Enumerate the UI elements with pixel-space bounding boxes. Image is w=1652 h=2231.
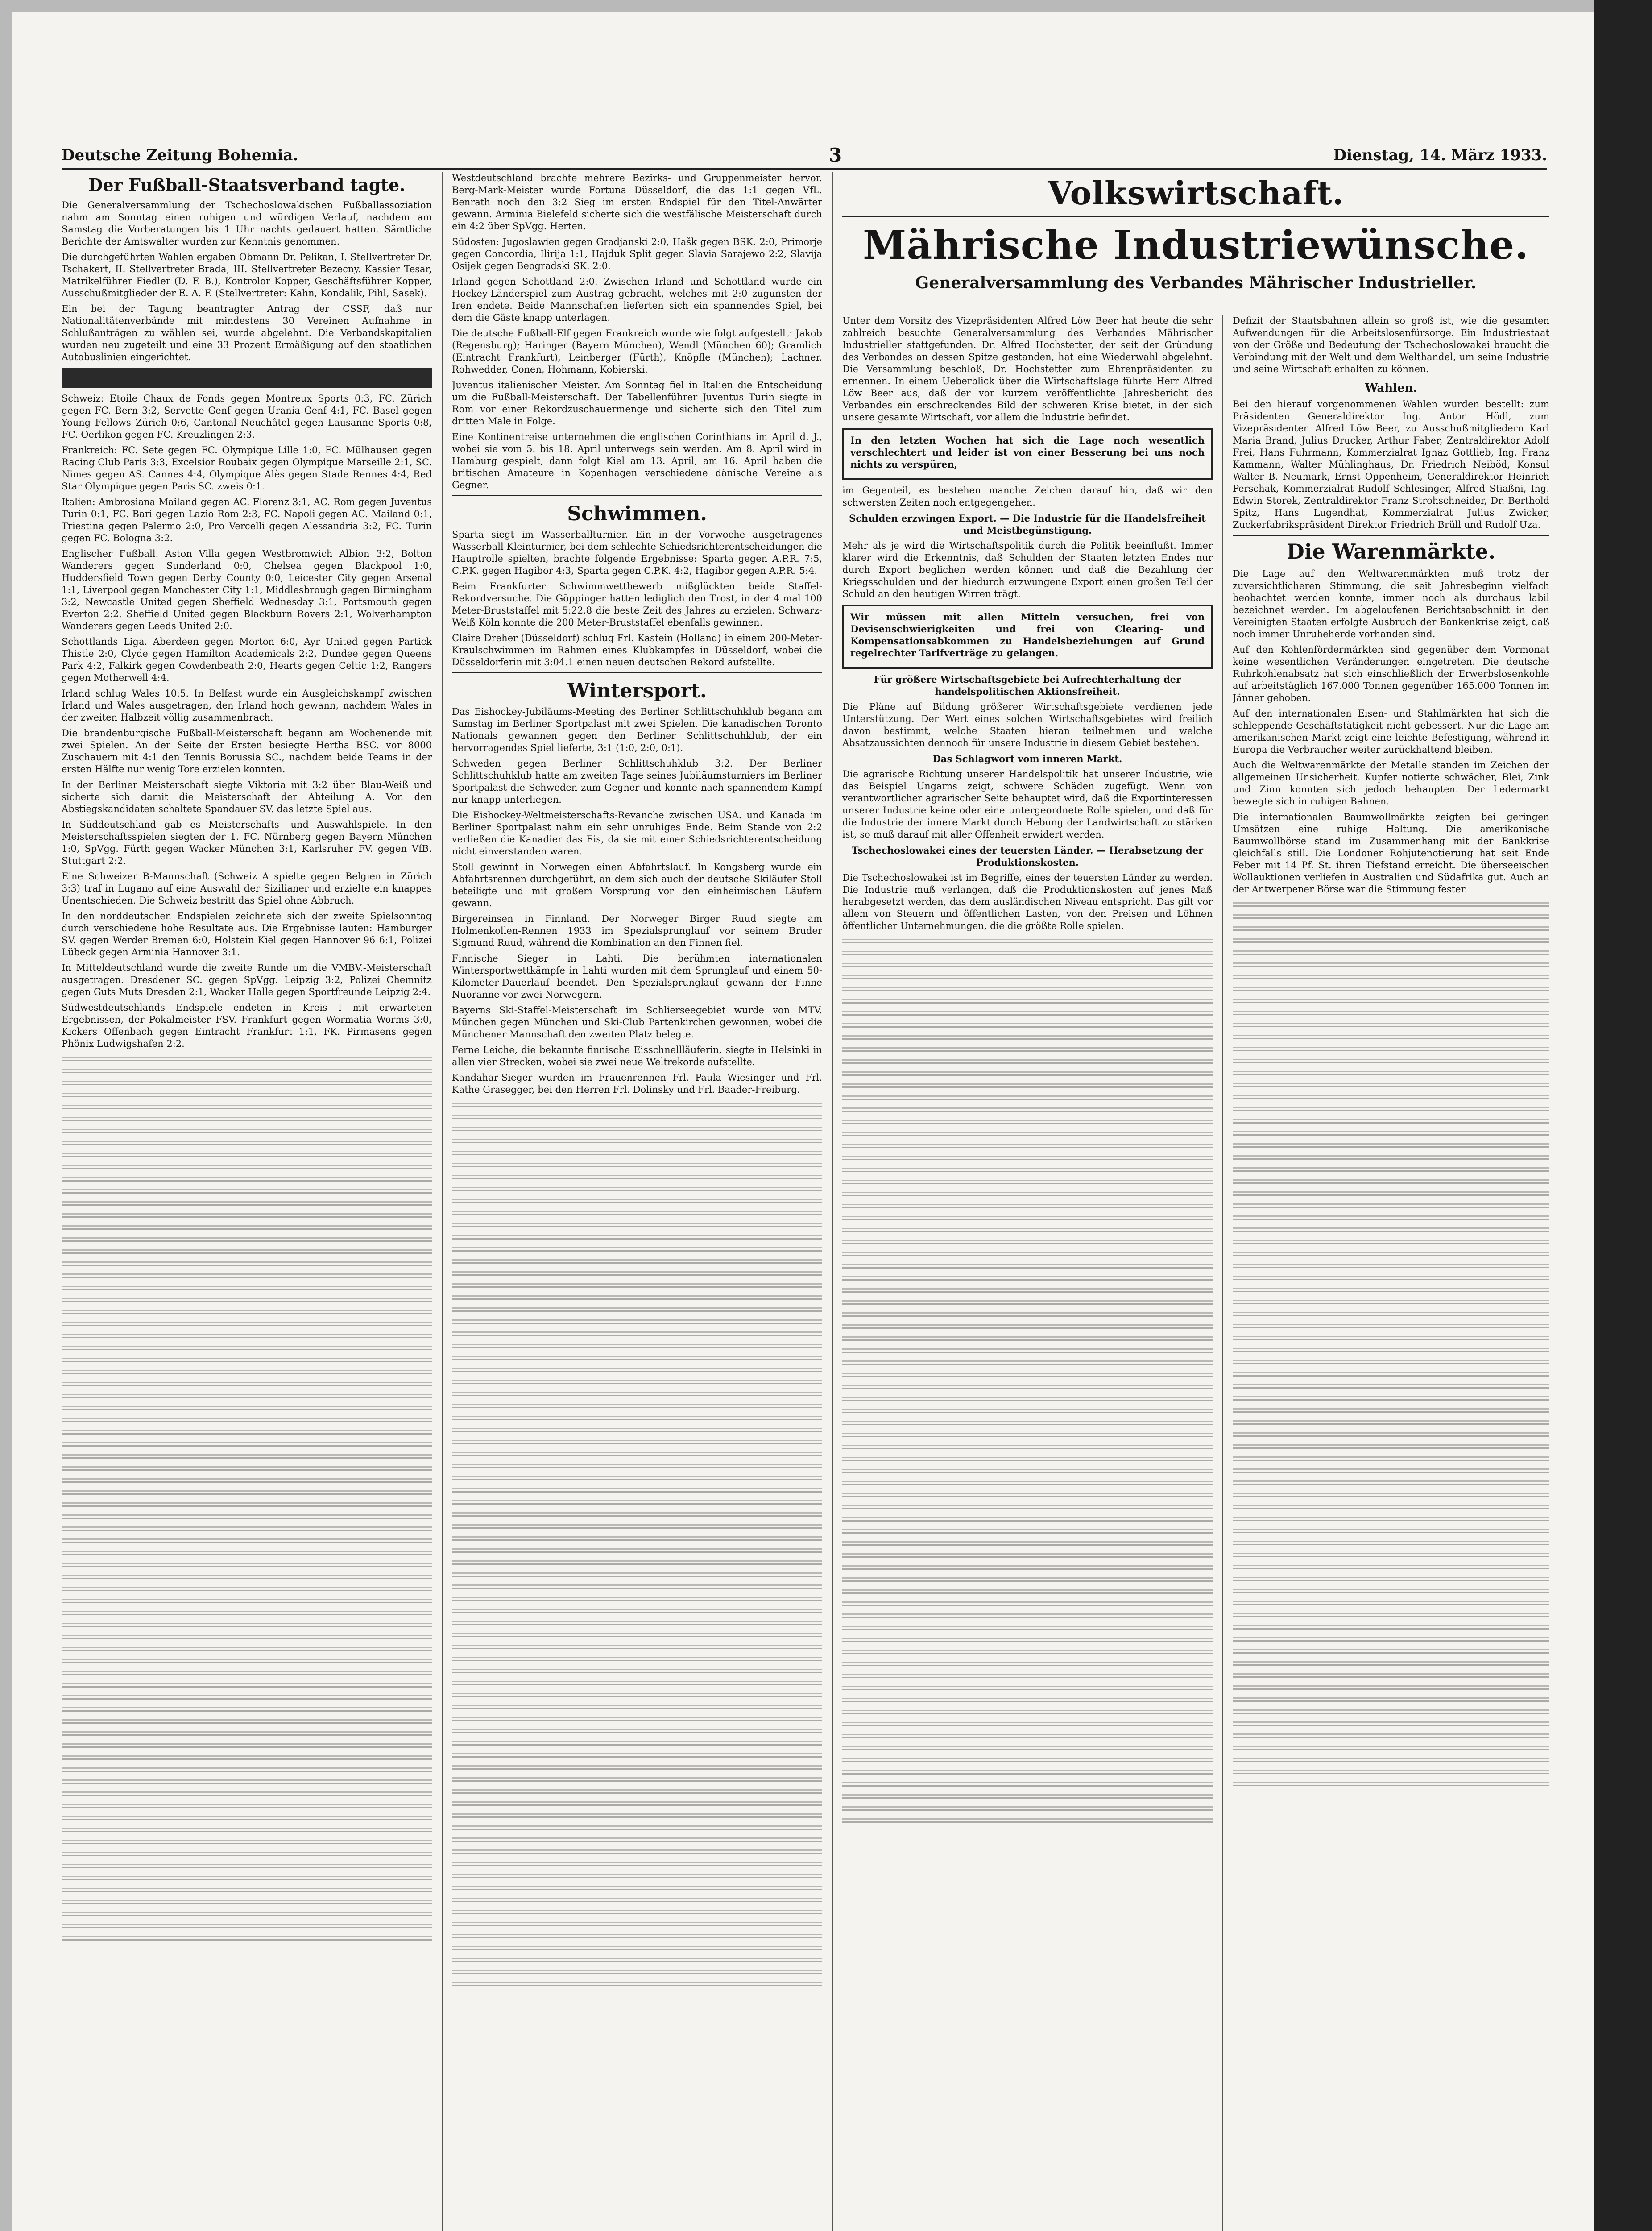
section-heading-swimming: Schwimmen. <box>567 502 707 525</box>
newspaper-name: Deutsche Zeitung Bohemia. <box>62 146 298 164</box>
subheading: Tschechoslowakei eines der teuersten Länder. — Herabsetzung der Produktionskosten. <box>851 845 1204 868</box>
highlight-box <box>842 605 1213 669</box>
subheading-wahlen: Wahlen. <box>1365 382 1417 395</box>
article-paragraph: Das Eishockey-Jubiläums-Meeting des Berliner Schlittschuhklub begann am Samstag im Berliner Sportpalast mit zwei Spielen. Die kanadischen Toronto Nationals gewannen gegen den Berliner Schlittschuhklub, der ein hervorragendes Spiel lieferte, 3:1 (1:0, 2:0, 0:1). <box>452 706 822 753</box>
subheading: Für größere Wirtschaftsgebiete bei Aufrechterhaltung der handelspolitischen Aktionsfreiheit. <box>874 674 1181 697</box>
article-paragraph: Claire Dreher (Düsseldorf) schlug Frl. Kastein (Holland) in einem 200-Meter-Kraulschwimmen im Rahmen eines Klubkampfes in Düsseldorf, wobei die Düsseldorferin mit 3:04.1 einen neuen deutschen Rekord aufstellte. <box>452 633 822 668</box>
section-divider <box>62 368 432 388</box>
text-continuation <box>452 1099 822 1992</box>
article-paragraph: Die internationalen Baumwollmärkte zeigten bei geringen Umsätzen eine ruhige Haltung. Die amerikanische Baumwollbörse stand im Zusammenhang mit der Bankkrise gleichfalls still. Die Londoner Rohjutenotierung hat seit Ende Feber mit 14 Pf. St. ihren Tiefstand erreicht. Die überseeischen Wollauktionen verliefen in Australien und Südafrika gut. Auch an der Antwerpener Börse war die Stimmung fester. <box>1233 812 1549 895</box>
article-paragraph: Ferne Leiche, die bekannte finnische Eisschnellläuferin, siegte in Helsinki in allen vier Strecken, wobei sie zwei neue Weltrekorde aufstellte. <box>452 1045 822 1067</box>
article-paragraph: In Mitteldeutschland wurde die zweite Runde um die VMBV.-Meisterschaft ausgetragen. Dresdener SC. gegen SpVgg. Leipzig 3:2, Polizei Chemnitz gegen Guts Muts Dresden 2:1, Wacker Halle gegen Sportfreunde Leipzig 2:4. <box>62 962 432 997</box>
column-economy-2 <box>1233 315 1549 2231</box>
article-paragraph: Auf den internationalen Eisen- und Stahlmärkten hat sich die schleppende Geschäftstätigkeit nicht gebessert. Nur die Lage am amerikanischen Markt zeigt eine leichte Befestigung, während in Europa die Verbraucher weiter zurückhaltend bleiben. <box>1233 708 1549 755</box>
article-paragraph: Auf den Kohlenfördermärkten sind gegenüber dem Vormonat keine wesentlichen Veränderungen eingetreten. Die deutsche Ruhrkohlenabsatz hat sich einschließlich der Erwerbslosenkohle auf arbeitstäglich 167.000 Tonnen gegenüber 165.000 Tonnen im Jänner gehoben. <box>1233 644 1549 703</box>
article-paragraph: Ein bei der Tagung beantragter Antrag der CSSF, daß nur Nationalitätenverbände mit mindestens 30 Vereinen Aufnahme in Schlußanträgen zu wählen sei, wurde abgelehnt. Die Verbandskapitalien wurden neu zugeteilt und eine 33 Prozent Ermäßigung auf den staatlichen Autobuslinien eingerichtet. <box>62 303 432 362</box>
column-rule <box>832 172 833 2231</box>
article-paragraph: Westdeutschland brachte mehrere Bezirks- und Gruppenmeister hervor. Berg-Mark-Meister wurde Fortuna Düsseldorf, die das 1:1 gegen VfL. Benrath noch den 3:2 Sieg im ersten Endspiel für den Titel-Anwärter gewann. Arminia Bielefeld sicherte sich die westfälische Meisterschaft durch ein 4:2 über SpVgg. Herten. <box>452 173 822 232</box>
article-paragraph: Die Tschechoslowakei ist im Begriffe, eines der teuersten Länder zu werden. Die Industrie muß verlangen, daß die Produktionskosten auf jenes Maß herabgesetzt werden, das dem ausländischen Niveau entspricht. Das gilt vor allem von Steuern und öffentlichen Lasten, von den Preisen und Löhnen öffentlicher Unternehmungen, die die größte Rolle spielen. <box>842 872 1213 931</box>
text-continuation <box>842 936 1213 1828</box>
article-paragraph: Defizit der Staatsbahnen allein so groß ist, wie die gesamten Aufwendungen für die Arbeitslosenfürsorge. Ein Industriestaat von der Größe und Bedeutung der Tschechoslowakei braucht die Verbindung mit der Welt und dem Welthandel, um seine Industrie und seine Wirtschaft erhalten zu können. <box>1233 315 1549 374</box>
economy-header <box>842 172 1549 300</box>
scan-edge <box>1594 0 1652 2231</box>
results-paragraph: Italien: Ambrosiana Mailand gegen AC. Florenz 3:1, AC. Rom gegen Juventus Turin 0:1, FC. Bari gegen Lazio Rom 2:3, FC. Napoli gegen AC. Mailand 0:1, Triestina gegen Palermo 2:0, Pro Vercelli gegen Alessandria 3:2, FC. Turin gegen FC. Bologna 3:2. <box>62 497 432 543</box>
article-paragraph: im Gegenteil, es bestehen manche Zeichen darauf hin, daß wir den schwersten Zeiten noch entgegengehen. <box>842 485 1213 508</box>
article-paragraph: Die deutsche Fußball-Elf gegen Frankreich wurde wie folgt aufgestellt: Jakob (Regensburg); Haringer (Bayern München), Wendl (München 60); Gramlich (Eintracht Frankfurt), Leinberger (Fürth), Knöpfle (München); Lachner, Rohwedder, Conen, Hohmann, Kobierski. <box>452 328 822 375</box>
column-rule <box>1222 315 1223 2231</box>
article-paragraph: Eine Schweizer B-Mannschaft (Schweiz A spielte gegen Belgien in Zürich 3:3) traf in Lugano auf eine Auswahl der Sizilianer und erzielte ein knappes Unentschieden. Die Schweiz bestritt das Spiel ohne Abbruch. <box>62 871 432 906</box>
text-continuation <box>62 1053 432 1946</box>
page-number: 3 <box>829 144 842 166</box>
article-paragraph: In Süddeutschland gab es Meisterschafts- und Auswahlspiele. In den Meisterschaftsspielen siegten der 1. FC. Nürnberg gegen Bayern München 1:0, SpVgg. Fürth gegen Wacker München 3:1, Karlsruher FV. gegen VfB. Stuttgart 2:2. <box>62 819 432 866</box>
article-paragraph: Beim Frankfurter Schwimmwettbewerb mißglückten beide Staffel-Rekordversuche. Die Göppinger hatten lediglich den Trost, in der 4 mal 100 Meter-Bruststaffel mit 5:22.8 die beste Zeit des Jahres zu erzielen. Schwarz-Weiß Köln konnte die 200 Meter-Bruststaffel ebenfalls gewinnen. <box>452 581 822 628</box>
column-sports-1 <box>62 172 432 2231</box>
article-paragraph: Mehr als je wird die Wirtschaftspolitik durch die Politik beeinflußt. Immer klarer wird die Erkenntnis, daß Schulden der Staaten letzten Endes nur durch Export beglichen werden können und daß die Bezahlung der Kriegsschulden und der hiedurch erzwungene Export einen großen Teil der Schuld an den heutigen Wirren trägt. <box>842 540 1213 599</box>
highlight-box <box>842 428 1213 480</box>
article-paragraph: Die agrarische Richtung unserer Handelspolitik hat unserer Industrie, wie das Beispiel Ungarns zeigt, schwere Schäden zugefügt. Wenn von verantwortlicher agrarischer Seite behauptet wird, daß die Exportinteressen unserer Industrie keine oder eine untergeordnete Rolle spielen, und daß für die Industrie der innere Markt durch Hebung der Landwirtschaft zu stärken ist, so muß darauf mit aller Offenheit erwidert werden. <box>842 769 1213 840</box>
section-heading-wintersport: Wintersport. <box>567 680 707 702</box>
article-paragraph: Kandahar-Sieger wurden im Frauenrennen Frl. Paula Wiesinger und Frl. Kathe Grasegger, bei den Herren Frl. Dolinsky und Frl. Baader-Freiburg. <box>452 1072 822 1095</box>
results-paragraph: Englischer Fußball. Aston Villa gegen Westbromwich Albion 3:2, Bolton Wanderers gegen Sunderland 0:0, Chelsea gegen Blackpool 1:0, Huddersfield Town gegen Derby County 0:0, Leicester City gegen Arsenal 1:1, Liverpool gegen Manchester City 1:1, Middlesbrough gegen Birmingham 3:2, Newcastle United gegen Sheffield Wednesday 3:1, Portsmouth gegen Everton 2:2, Sheffield United gegen Blackburn Rovers 2:1, Wolverhampton Wanderers gegen Leeds United 2:0. <box>62 548 432 631</box>
article-headline: Der Fußball-Staatsverband tagte. <box>88 175 406 195</box>
article-paragraph: Die Generalversammlung der Tschechoslowakischen Fußballassoziation nahm am Sonntag einen ruhigen und würdigen Verlauf, nachdem am Samstag die Vorberatungen bis 1 Uhr nachts gedauert hatten. Sämtliche Berichte der Amtswalter wurden zur Kenntnis genommen. <box>62 200 432 247</box>
page-header <box>62 141 1547 170</box>
results-paragraph: Schweiz: Etoile Chaux de Fonds gegen Montreux Sports 0:3, FC. Zürich gegen FC. Bern 3:2, Servette Genf gegen Urania Genf 4:1, FC. Basel gegen Young Fellows Zürich 0:6, Cantonal Neuchâtel gegen Lausanne Sports 0:8, FC. Oerlikon gegen FC. Kreuzlingen 2:3. <box>62 393 432 440</box>
column-economy-1 <box>842 315 1213 2231</box>
article-paragraph: Irland schlug Wales 10:5. In Belfast wurde ein Ausgleichskampf zwischen Irland und Wales ausgetragen, den Irland hoch gewann, nachdem Wales in der zweiten Halbzeit völlig zusammenbrach. <box>62 688 432 723</box>
results-paragraph: Frankreich: FC. Sete gegen FC. Olympique Lille 1:0, FC. Mülhausen gegen Racing Club Paris 3:3, Excelsior Roubaix gegen Olympique Marseille 2:1, SC. Nimes gegen AS. Cannes 4:4, Olympique Alès gegen Stade Rennes 4:4, Red Star Olympique gegen Paris SC. zweis 0:1. <box>62 445 432 492</box>
divider <box>452 672 822 673</box>
article-paragraph: Schweden gegen Berliner Schlittschuhklub 3:2. Der Berliner Schlittschuhklub hatte am zweiten Tage seines Jubiläumsturniers im Berliner Sportpalast die Schweden zum Gegner und konnte nach spannendem Kampf nur knapp unterliegen. <box>452 758 822 805</box>
article-paragraph: Auch die Weltwarenmärkte der Metalle standen im Zeichen der allgemeinen Unsicherheit. Kupfer notierte schwächer, Blei, Zink und Zinn konnten sich jedoch behaupten. Der Ledermarkt bewegte sich in ruhigen Bahnen. <box>1233 760 1549 807</box>
article-paragraph: Die Pläne auf Bildung größerer Wirtschaftsgebiete verdienen jede Unterstützung. Der Wert eines solchen Wirtschaftsgebietes wird freilich davon bestimmt, welche Staaten hieran teilnehmen und welche Absatzaussichten dennoch für unsere Industrie in diesem Gebiet bestehen. <box>842 701 1213 748</box>
divider <box>842 216 1549 217</box>
subheading: Schulden erzwingen Export. — Die Industrie für die Handelsfreiheit und Meistbegünstigung. <box>849 513 1206 536</box>
article-paragraph: Birgereinsen in Finnland. Der Norweger Birger Ruud siegte am Holmenkollen-Rennen 1933 im Spezialsprunglauf vor seinem Bruder Sigmund Ruud, während die Kombination an den Finnen fiel. <box>452 913 822 948</box>
article-paragraph: Südwestdeutschlands Endspiele endeten in Kreis I mit erwarteten Ergebnissen, der Pokalmeister FSV. Frankfurt gegen Wormatia Worms 3:0, Kickers Offenbach gegen Eintracht Frankfurt 1:1, FK. Pirmasens gegen Phönix Ludwigshafen 2:2. <box>62 1002 432 1049</box>
article-headline: Mährische Industriewünsche. <box>862 222 1529 268</box>
highlight-text: Wir müssen mit allen Mitteln versuchen, frei von Devisenschwierigkeiten und frei von Clearing- und Kompensationsabkommen zu Handelsbeziehungen auf Grund regelrechter Tarifverträge zu gelangen. <box>850 611 1205 659</box>
article-subtitle: Generalversammlung des Verbandes Mährischer Industrieller. <box>915 274 1477 292</box>
subheading: Das Schlagwort vom inneren Markt. <box>932 753 1122 764</box>
article-headline: Die Warenmärkte. <box>1286 539 1496 564</box>
highlight-text: In den letzten Wochen hat sich die Lage noch wesentlich verschlechtert und leider ist von einer Besserung bei uns noch nichts zu verspüren, <box>850 435 1205 470</box>
divider <box>1233 535 1549 536</box>
section-heading-economy: Volkswirtschaft. <box>1048 174 1344 212</box>
article-paragraph: Bei den hierauf vorgenommenen Wahlen wurden bestellt: zum Präsidenten Generaldirektor Ing. Anton Hödl, zum Vizepräsidenten Alfred Löw Beer, zu Ausschußmitgliedern Karl Maria Brand, Julius Drucker, Arthur Faber, Zentraldirektor Adolf Frei, Hans Fuhrmann, Kommerzialrat Ignaz Gottlieb, Ing. Franz Kammann, Walter Mühlinghaus, Dr. Friedrich Neiböd, Konsul Walter B. Neumark, Ernst Oppenheim, Generaldirektor Heinrich Perschak, Kommerzialrat Rudolf Schlesinger, Alfred Stiaßni, Ing. Edwin Storek, Zentraldirektor Franz Strohschneider, Dr. Berthold Spitz, Hans Lugendhat, Kommerzialrat Julius Zwicker, Zuckerfabrikspräsident Direktor Friedrich Brüll und Rudolf Uza. <box>1233 399 1549 530</box>
article-paragraph: In der Berliner Meisterschaft siegte Viktoria mit 3:2 über Blau-Weiß und sicherte sich damit die Meisterschaft der Abteilung A. Von den Abstiegskandidaten schaltete Spandauer SV. das letzte Spiel aus. <box>62 780 432 814</box>
issue-date: Dienstag, 14. März 1933. <box>1333 146 1547 164</box>
article-paragraph: Unter dem Vorsitz des Vizepräsidenten Alfred Löw Beer hat heute die sehr zahlreich besuchte Generalversammlung des Verbandes Mährischer Industrieller stattgefunden. Dr. Alfred Hochstetter, der seit der Gründung des Verbandes an dessen Spitze gestanden, hat eine Wiederwahl abgelehnt. Die Versammlung beschloß, Dr. Hochstetter zum Ehrenpräsidenten zu ernennen. In einem Ueberblick über die Wirtschaftslage führte Herr Alfred Löw Beer aus, daß der vor kurzem veröffentlichte Jahresbericht des Verbandes ein erschreckendes Bild der schweren Krise bietet, in der sich unsere gesamte Wirtschaft, vor allem die Industrie befindet. <box>842 315 1213 423</box>
article-paragraph: Südosten: Jugoslawien gegen Gradjanski 2:0, Hašk gegen BSK. 2:0, Primorje gegen Concordia, Ilirija 1:1, Hajduk Split gegen Slavia Sarajewo 2:2, Slavija Osijek gegen Beogradski SK. 2:0. <box>452 236 822 271</box>
article-paragraph: Irland gegen Schottland 2:0. Zwischen Irland und Schottland wurde ein Hockey-Länderspiel zum Austrag gebracht, welches mit 2:0 zugunsten der Iren endete. Beide Mannschaften lieferten sich ein spannendes Spiel, bei dem die Gäste knapp unterlagen. <box>452 276 822 323</box>
newspaper-page <box>12 12 1601 2231</box>
article-paragraph: Die brandenburgische Fußball-Meisterschaft begann am Wochenende mit zwei Spielen. An der Seite der Ersten besiegte Hertha BSC. vor 8000 Zuschauern mit 4:1 den Tennis Borussia SC., nachdem beide Teams in der ersten Hälfte nur wenig Tore erzielen konnten. <box>62 728 432 775</box>
article-paragraph: In den norddeutschen Endspielen zeichnete sich der zweite Spielsonntag durch verschiedene hohe Resultate aus. Die Ergebnisse lauten: Hamburger SV. gegen Werder Bremen 6:0, Holstein Kiel gegen Hannover 96 6:1, Polizei Lübeck gegen Arminia Hannover 3:1. <box>62 911 432 958</box>
article-paragraph: Die Eishockey-Weltmeisterschafts-Revanche zwischen USA. und Kanada im Berliner Sportpalast nahm ein sehr unruhiges Ende. Beim Stande von 2:2 verließen die Kanadier das Eis, da sie mit einer Schiedsrichterentscheidung nicht einverstanden waren. <box>452 810 822 857</box>
article-paragraph: Eine Kontinentreise unternehmen die englischen Corinthians im April d. J., wobei sie vom 5. bis 18. April unterwegs sein werden. Am 8. April wird in Hamburg gespielt, dann folgt Kiel am 13. April, am 16. April haben die britischen Amateure in Kopenhagen verschiedene dänische Vereine als Gegner. <box>452 431 822 490</box>
article-paragraph: Juventus italienischer Meister. Am Sonntag fiel in Italien die Entscheidung um die Fußball-Meisterschaft. Der Tabellenführer Juventus Turin siegte in Rom vor einer Rekordzuschauermenge und sicherte sich den Titel zum dritten Male in Folge. <box>452 380 822 427</box>
column-rule <box>442 172 443 2231</box>
text-continuation <box>1233 899 1549 1791</box>
article-paragraph: Die durchgeführten Wahlen ergaben Obmann Dr. Pelikan, I. Stellvertreter Dr. Tschakert, II. Stellvertreter Brada, III. Stellvertreter Bezecny. Kassier Tesar, Matrikelführer Fiedler (D. F. B.), Kontrolor Kopper, Geschäftsführer Kopper, Ausschußmitglieder der E. A. F. (Stellvertreter: Kahn, Kondalik, Pihl, Sasek). <box>62 252 432 299</box>
column-sports-2 <box>452 172 822 2231</box>
divider <box>452 495 822 496</box>
article-paragraph: Stoll gewinnt in Norwegen einen Abfahrtslauf. In Kongsberg wurde ein Abfahrtsrennen durchgeführt, an dem sich auch der deutsche Skiläufer Stoll beteiligte und mit großem Vorsprung vor den einheimischen Läufern gewann. <box>452 862 822 908</box>
article-paragraph: Die Lage auf den Weltwarenmärkten muß trotz der zuversichtlicheren Stimmung, die seit Jahresbeginn vielfach beobachtet werden konnte, immer noch als durchaus labil bezeichnet werden. Im abgelaufenen Berichtsabschnitt in den Vereinigten Staaten erfolgte Ausbruch der Bankenkrise zeigt, daß noch immer Unruheherde vorhanden sind. <box>1233 568 1549 639</box>
article-paragraph: Bayerns Ski-Staffel-Meisterschaft im Schlierseegebiet wurde von MTV. München gegen München und Ski-Club Partenkirchen gewonnen, wobei die Münchener Mannschaft den zweiten Platz belegte. <box>452 1005 822 1040</box>
article-paragraph: Sparta siegt im Wasserballturnier. Ein in der Vorwoche ausgetragenes Wasserball-Kleinturnier, bei dem schlechte Schiedsrichterentscheidungen die Hauptrolle spielten, brachte folgende Ergebnisse: Sparta gegen A.P.R. 7:5, C.P.K. gegen Hagibor 4:3, Sparta gegen C.P.K. 4:2, Hagibor gegen A.P.R. 5:4. <box>452 529 822 576</box>
results-paragraph: Schottlands Liga. Aberdeen gegen Morton 6:0, Ayr United gegen Partick Thistle 2:0, Clyde gegen Hamilton Academicals 2:2, Dundee gegen Queens Park 4:2, Falkirk gegen Cowdenbeath 2:0, Hearts gegen Celtic 1:2, Rangers gegen Motherwell 4:4. <box>62 636 432 683</box>
article-paragraph: Finnische Sieger in Lahti. Die berühmten internationalen Wintersportwettkämpfe in Lahti wurden mit dem Sprunglauf und einem 50-Kilometer-Dauerlauf beendet. Den Spezialsprunglauf gewann der Finne Nuoranne vor zwei Norwegern. <box>452 953 822 1000</box>
